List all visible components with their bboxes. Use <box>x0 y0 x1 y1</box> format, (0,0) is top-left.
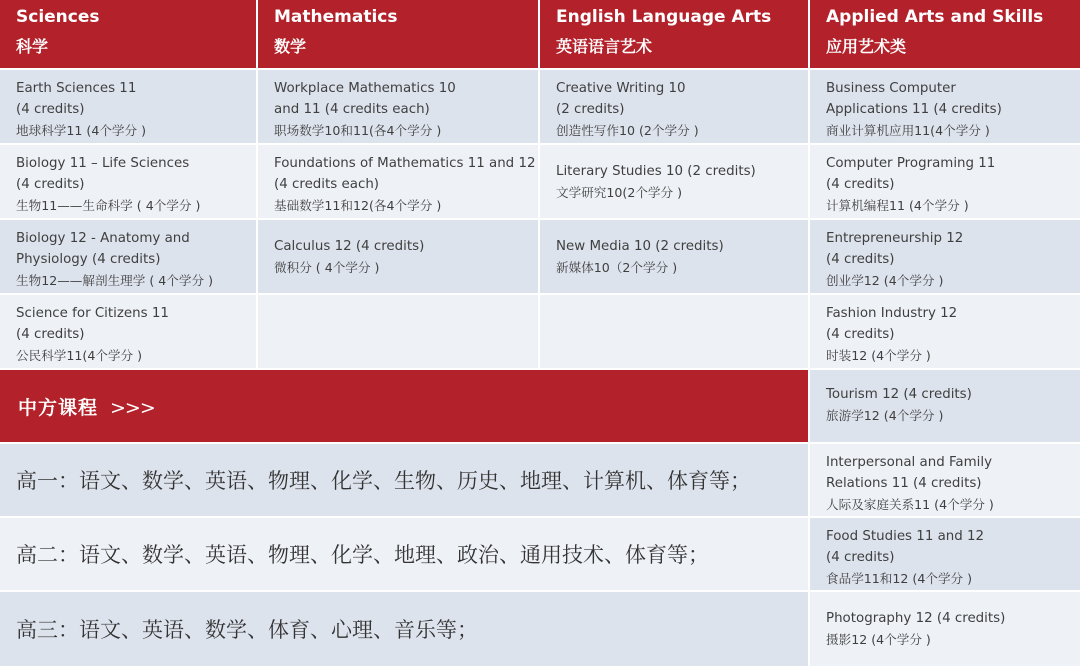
course-credits: and 11 (4 credits each) <box>274 102 430 117</box>
course-credits: (4 credits) <box>826 327 895 342</box>
header-en: Sciences <box>16 7 100 27</box>
course-cell-earth-sciences <box>0 70 256 143</box>
course-name-zh: 地球科学11 (4个学分 ) <box>16 123 147 138</box>
chinese-program-grade-10 <box>0 444 808 516</box>
course-name-zh: 公民科学11(4个学分 ) <box>16 348 143 363</box>
course-name-zh: 摄影12 (4个学分 ) <box>826 632 931 647</box>
course-credits: (4 credits each) <box>274 177 380 192</box>
course-cell-tourism <box>810 370 1080 442</box>
course-name: Interpersonal and Family <box>826 455 993 470</box>
chinese-program-banner <box>0 370 808 442</box>
course-name-zh: 商业计算机应用11(4个学分 ) <box>826 123 990 138</box>
course-name: Biology 11 – Life Sciences <box>16 156 190 171</box>
header-zh: 科学 <box>16 37 49 56</box>
course-name-zh: 新媒体10（2个学分 ) <box>556 260 678 275</box>
course-cell-science-for-citizens <box>0 295 256 368</box>
course-cell-foundations-math <box>258 145 538 218</box>
course-credits: (4 credits) <box>16 102 85 117</box>
course-name-zh: 微积分 ( 4个学分 ) <box>274 260 380 275</box>
course-name-zh: 文学研究10(2个学分 ) <box>556 185 683 200</box>
header-sciences <box>0 0 256 68</box>
header-english <box>540 0 808 68</box>
course-name: Computer Programing 11 <box>826 156 996 171</box>
course-credits: Relations 11 (4 credits) <box>826 476 982 491</box>
course-cell-food-studies <box>810 518 1080 590</box>
course-name-zh: 创业学12 (4个学分 ) <box>826 273 944 288</box>
course-name-zh: 生物11——生命科学 ( 4个学分 ) <box>16 198 201 213</box>
course-name: Workplace Mathematics 10 <box>274 81 456 96</box>
course-name: Fashion Industry 12 <box>826 306 958 321</box>
course-name-zh: 计算机编程11 (4个学分 ) <box>826 198 969 213</box>
course-credits: (4 credits) <box>826 252 895 267</box>
course-cell-new-media <box>540 220 808 293</box>
course-name-zh: 旅游学12 (4个学分 ) <box>826 408 944 423</box>
course-name: Tourism 12 (4 credits) <box>826 387 972 402</box>
course-credits: Applications 11 (4 credits) <box>826 102 1002 117</box>
course-name: Entrepreneurship 12 <box>826 231 964 246</box>
course-cell-photography <box>810 592 1080 666</box>
header-mathematics <box>258 0 538 68</box>
course-name-zh: 人际及家庭关系11 (4个学分 ) <box>826 497 994 512</box>
course-cell-literary-studies <box>540 145 808 218</box>
empty-cell <box>258 295 538 368</box>
header-en: Mathematics <box>274 7 398 27</box>
course-name: Creative Writing 10 <box>556 81 686 96</box>
course-name: Science for Citizens 11 <box>16 306 169 321</box>
course-name: Literary Studies 10 (2 credits) <box>556 164 756 179</box>
course-credits: (4 credits) <box>16 177 85 192</box>
course-cell-computer-programing <box>810 145 1080 218</box>
grade-subjects: 高二：语文、数学、英语、物理、化学、地理、政治、通用技术、体育等； <box>16 543 709 567</box>
course-cell-creative-writing <box>540 70 808 143</box>
course-name: Calculus 12 (4 credits) <box>274 239 425 254</box>
course-cell-biology-11 <box>0 145 256 218</box>
course-credits: Physiology (4 credits) <box>16 252 161 267</box>
course-cell-interpersonal-relations <box>810 444 1080 516</box>
course-name: New Media 10 (2 credits) <box>556 239 724 254</box>
course-cell-biology-12 <box>0 220 256 293</box>
course-cell-business-computer <box>810 70 1080 143</box>
chinese-program-grade-12 <box>0 592 808 666</box>
course-name: Foundations of Mathematics 11 and 12 <box>274 156 536 171</box>
grade-subjects: 高三：语文、英语、数学、体育、心理、音乐等； <box>16 618 478 642</box>
grade-subjects: 高一：语文、数学、英语、物理、化学、生物、历史、地理、计算机、体育等； <box>16 469 751 493</box>
course-name: Biology 12 - Anatomy and <box>16 231 190 246</box>
course-cell-calculus <box>258 220 538 293</box>
course-cell-entrepreneurship <box>810 220 1080 293</box>
header-zh: 英语语言艺术 <box>556 37 653 56</box>
course-name-zh: 时装12 (4个学分 ) <box>826 348 931 363</box>
course-name-zh: 生物12——解剖生理学 ( 4个学分 ) <box>16 273 213 288</box>
chinese-program-title: 中方课程 <box>18 397 99 419</box>
course-cell-workplace-math <box>258 70 538 143</box>
course-cell-fashion-industry <box>810 295 1080 368</box>
course-name: Earth Sciences 11 <box>16 81 137 96</box>
header-zh: 数学 <box>274 37 307 56</box>
course-name: Food Studies 11 and 12 <box>826 529 985 544</box>
course-name-zh: 创造性写作10 (2个学分 ) <box>556 123 699 138</box>
empty-cell <box>540 295 808 368</box>
course-name: Business Computer <box>826 81 956 96</box>
course-name-zh: 食品学11和12 (4个学分 ) <box>826 571 973 586</box>
header-applied-arts <box>810 0 1080 68</box>
header-zh: 应用艺术类 <box>826 37 907 56</box>
course-name-zh: 基础数学11和12(各4个学分 ) <box>274 198 442 213</box>
course-credits: (4 credits) <box>826 177 895 192</box>
course-credits: (2 credits) <box>556 102 625 117</box>
course-name: Photography 12 (4 credits) <box>826 611 1006 626</box>
header-en: Applied Arts and Skills <box>826 7 1044 27</box>
chinese-program-grade-11 <box>0 518 808 590</box>
course-credits: (4 credits) <box>16 327 85 342</box>
course-name-zh: 职场数学10和11(各4个学分 ) <box>274 123 442 138</box>
chevrons-right-icon: >>> <box>110 397 155 419</box>
course-credits: (4 credits) <box>826 550 895 565</box>
header-en: English Language Arts <box>556 7 772 27</box>
